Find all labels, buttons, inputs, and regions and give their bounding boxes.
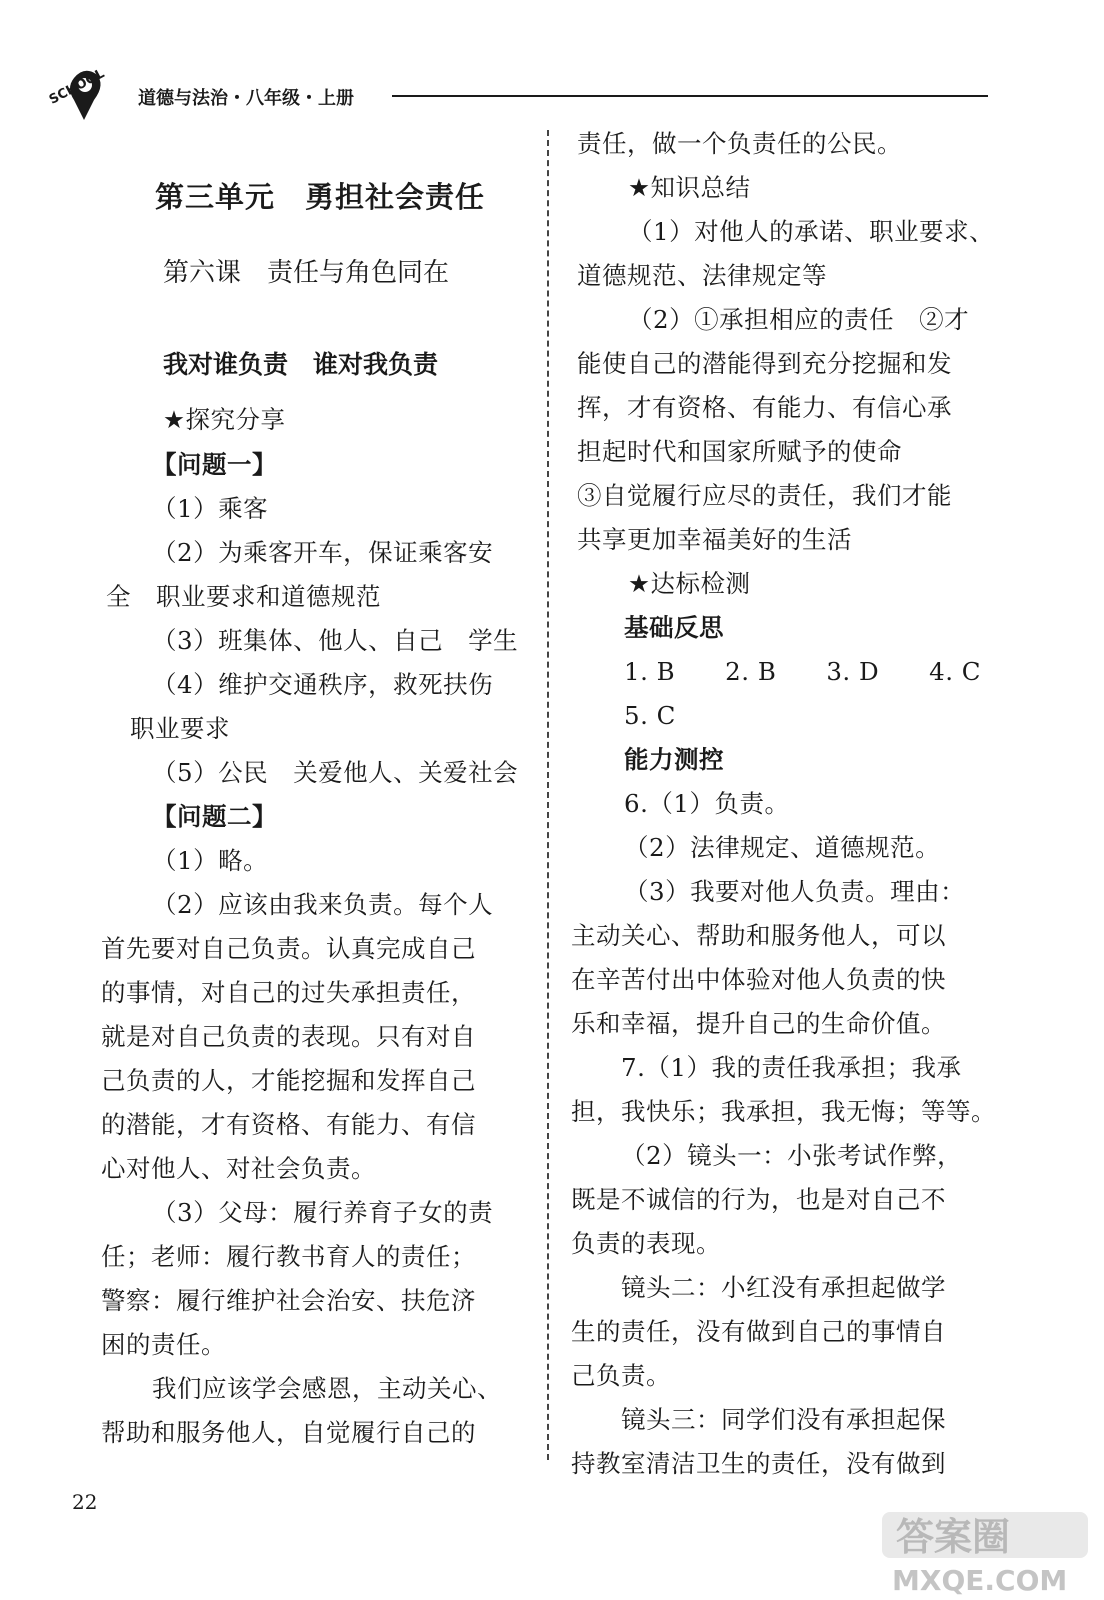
text-line: 持教室清洁卫生的责任，没有做到 [571,1449,946,1478]
header-title: 道德与法治・八年级・上册 [138,88,354,109]
text-line: 首先要对自己负责。认真完成自己 [101,934,476,963]
text-line: 生的责任，没有做到自己的事情自 [571,1317,946,1346]
text-line: 道德规范、法律规定等 [577,261,827,290]
text-line: （1）略。 [152,846,269,875]
text-line: （4）维护交通秩序，救死扶伤 [152,670,494,699]
text-line: 任；老师：履行教书育人的责任； [101,1242,476,1271]
watermark-text: 答案圈 [896,1515,1011,1559]
text-line: 的潜能，才有资格、有能力、有信 [101,1110,476,1139]
text-line: 镜头三：同学们没有承担起保 [621,1405,946,1434]
answer-line: 1. B 2. B 3. D 4. C [624,657,982,686]
text-line: 担起时代和国家所赋予的使命 [577,437,902,466]
text-line: 主动关心、帮助和服务他人，可以 [571,921,946,950]
school-logo-icon [44,58,124,124]
text-line: 职业要求 [130,714,230,743]
text-line: （2）为乘客开车，保证乘客安 [152,538,494,567]
school-logo-text: SCHOOL [46,66,108,108]
text-line: 心对他人、对社会负责。 [101,1154,376,1183]
lesson-title: 第六课 责任与角色同在 [163,258,450,288]
subsection-heading: ★知识总结 [628,173,751,202]
text-line: 乐和幸福，提升自己的生命价值。 [571,1009,946,1038]
text-line: （2）法律规定、道德规范。 [624,833,941,862]
text-line: （2）应该由我来负责。每个人 [152,890,494,919]
header-rule [392,95,988,97]
text-line: 镜头二：小红没有承担起做学 [621,1273,946,1302]
answer-line: 5. C [624,701,676,730]
subsection-label: 能力测控 [624,745,724,774]
text-line: 的事情，对自己的过失承担责任， [101,978,476,1007]
question-heading: 【问题二】 [152,802,277,831]
subsection-label: 基础反思 [624,613,724,642]
subsection-heading: ★达标检测 [628,569,751,598]
text-line: （2）①承担相应的责任 ②才 [628,305,970,334]
text-line: 负责的表现。 [571,1229,721,1258]
page-number: 22 [72,1490,98,1514]
text-line: 困的责任。 [101,1330,226,1359]
text-line: （3）我要对他人负责。理由： [624,877,966,906]
text-line: 担，我快乐；我承担，我无悔；等等。 [571,1097,996,1126]
text-line: （1）对他人的承诺、职业要求、 [628,217,995,246]
text-line: 就是对自己负责的表现。只有对自 [101,1022,476,1051]
text-line: 我们应该学会感恩，主动关心、 [152,1374,502,1403]
text-line: 全 职业要求和道德规范 [106,582,381,611]
text-line: 责任，做一个负责任的公民。 [577,129,902,158]
text-line: 帮助和服务他人，自觉履行自己的 [101,1418,476,1447]
text-line: （2）镜头一：小张考试作弊， [621,1141,963,1170]
text-line: ③自觉履行应尽的责任，我们才能 [577,481,952,510]
column-divider [547,130,549,1460]
text-line: （5）公民 关爱他人、关爱社会 [152,758,519,787]
text-line: 既是不诚信的行为，也是对自己不 [571,1185,946,1214]
watermark-url: MXQE.COM [892,1564,1068,1596]
text-line: 己负责。 [571,1361,671,1390]
unit-title: 第三单元 勇担社会责任 [155,180,486,214]
text-line: 能使自己的潜能得到充分挖掘和发 [577,349,952,378]
text-line: 在辛苦付出中体验对他人负责的快 [571,965,946,994]
text-line: 共享更加幸福美好的生活 [577,525,852,554]
text-line: 警察：履行维护社会治安、扶危济 [101,1286,476,1315]
text-line: 6.（1）负责。 [624,789,790,818]
text-line: （1）乘客 [152,494,269,523]
text-line: 7.（1）我的责任我承担；我承 [621,1053,962,1082]
question-heading: 【问题一】 [152,450,277,479]
text-line: （3）班集体、他人、自己 学生 [152,626,519,655]
watermark-logo-icon [878,1508,1092,1596]
subsection-heading: ★探究分享 [163,405,286,434]
text-line: 己负责的人，才能挖掘和发挥自己 [101,1066,476,1095]
section-title: 我对谁负责 谁对我负责 [163,350,439,379]
text-line: 挥，才有资格、有能力、有信心承 [577,393,952,422]
text-line: （3）父母：履行养育子女的责 [152,1198,494,1227]
